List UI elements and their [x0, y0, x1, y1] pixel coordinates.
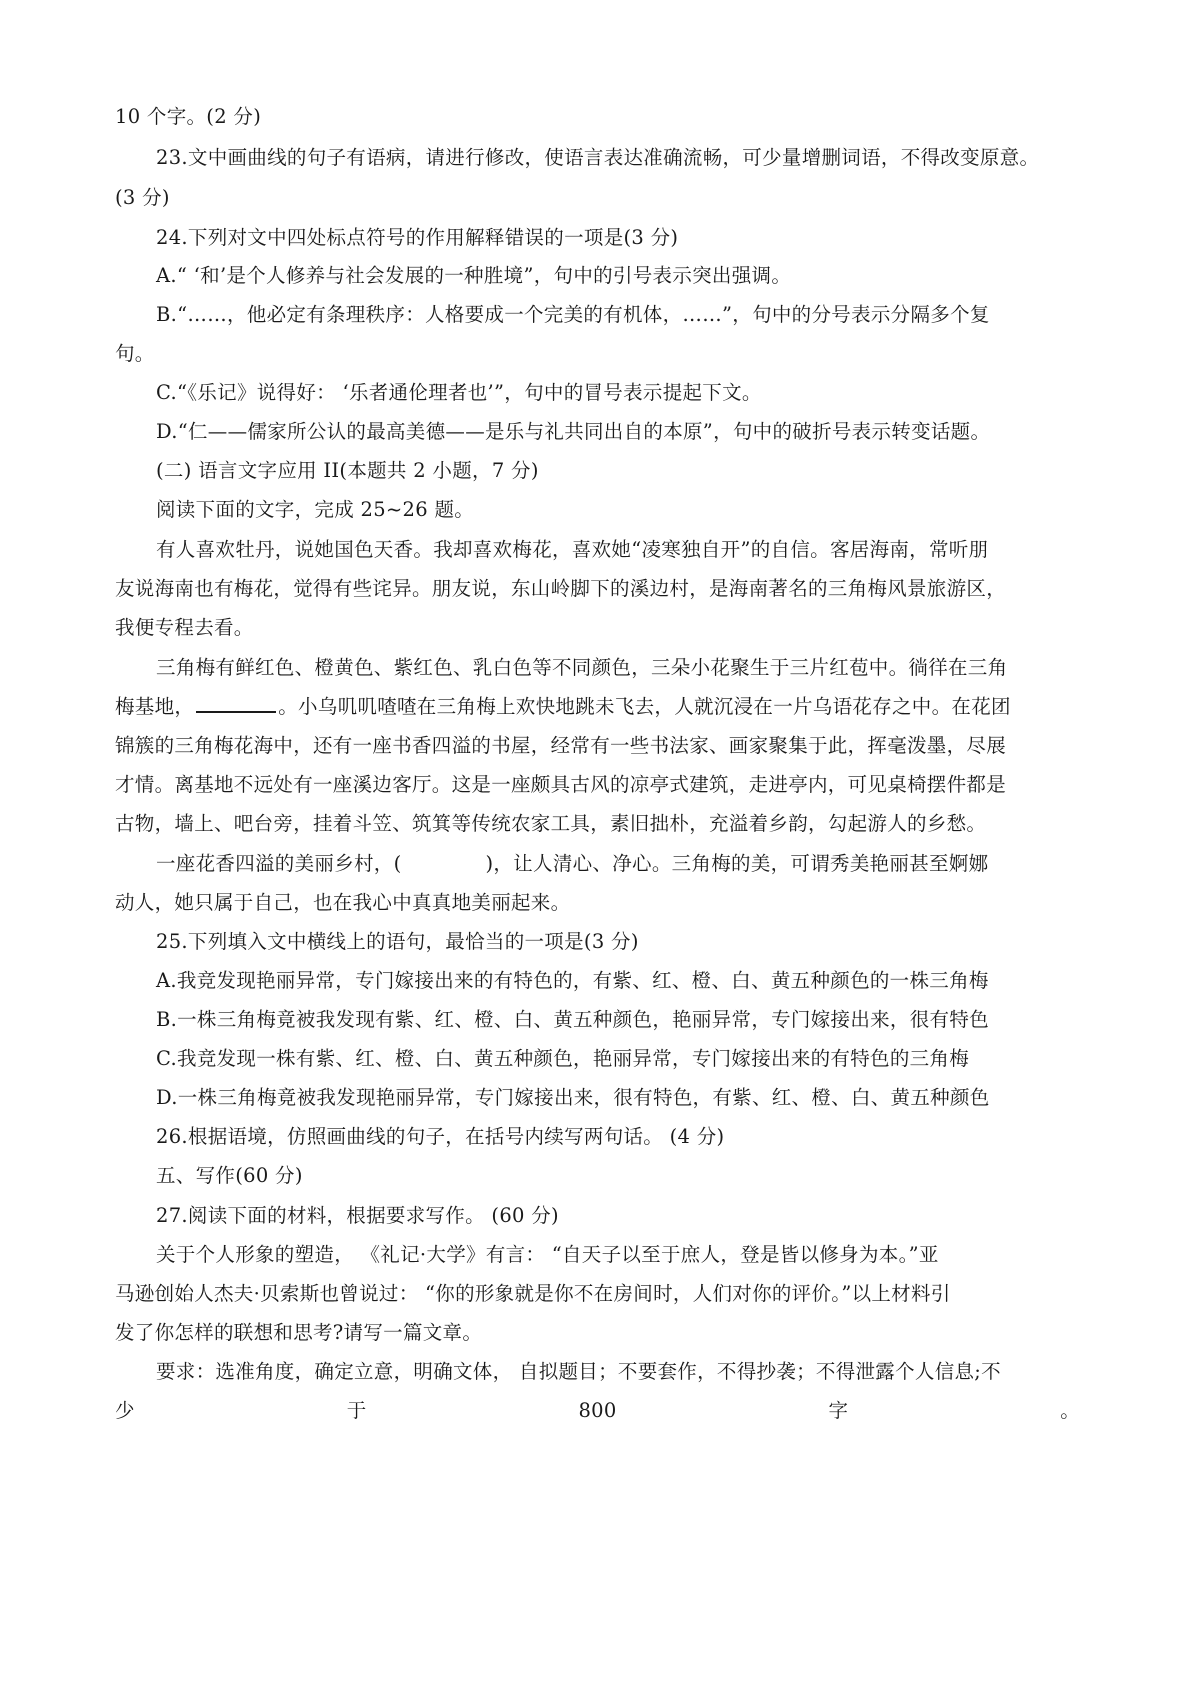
question-26: 26.根据语境，仿照画曲线的句子，在括号内续写两句话。 (4 分)	[156, 1125, 725, 1148]
passage-p1-line1: 有人喜欢牡丹，说她国色天香。我却喜欢梅花，喜欢她“凌寒独自开”的自信。客居海南，常听朋	[156, 538, 989, 561]
q24-option-b: B.“……，他必定有条理秩序：人格要成一个完美的有机体，……”，句中的分号表示分隔多个复	[156, 303, 990, 326]
requirements-line2	[115, 1397, 1090, 1425]
q25-option-a: A.我竞发现艳丽异常，专门嫁接出来的有特色的，有紫、红、橙、白、黄五种颜色的一株三角梅	[156, 969, 989, 992]
q24-option-d: D.“仁——儒家所公认的最高美德——是乐与礼共同出自的本原”，句中的破折号表示转变话题。	[156, 420, 991, 443]
material-line1: 关于个人形象的塑造， 《礼记·大学》有言： “自天子以至于庶人，登是皆以修身为本。”亚	[156, 1243, 939, 1266]
q25-option-c: C.我竞发现一株有紫、红、橙、白、黄五种颜色，艳丽异常，专门嫁接出来的有特色的三角梅	[156, 1047, 970, 1070]
passage-p2-line2-start: 梅基地，	[115, 695, 195, 718]
question-24: 24.下列对文中四处标点符号的作用解释错误的一项是(3 分)	[156, 226, 679, 249]
section-heading-language-2: (二) 语言文字应用 II(本题共 2 小题，7 分)	[156, 459, 539, 482]
material-line3: 发了你怎样的联想和思考?请写一篇文章。	[115, 1321, 483, 1344]
passage-p3-line1	[156, 850, 1090, 878]
question-25: 25.下列填入文中横线上的语句，最恰当的一项是(3 分)	[156, 930, 639, 953]
passage-p3-start: 一座花香四溢的美丽乡村，(	[156, 852, 402, 875]
passage-p2-line4: 才情。离基地不远处有一座溪边客厅。这是一座颇具古风的凉亭式建筑，走进亭内，可见桌椅摆件都是	[115, 773, 1007, 796]
req-word-1: 少	[115, 1399, 135, 1422]
req-word-2: 于	[346, 1399, 367, 1422]
req-word-3: 800	[578, 1399, 617, 1422]
passage-p3-end: )，让人清心、净心。三角梅的美，可谓秀美艳丽甚至婀娜	[485, 852, 989, 875]
passage-p1-line2: 友说海南也有梅花，觉得有些诧异。朋友说，东山岭脚下的溪边村，是海南著名的三角梅风景旅游区，	[115, 577, 1007, 600]
passage-p2-line5: 古物，墙上、吧台旁，挂着斗笠、筑箕等传统农家工具，素旧拙朴，充溢着乡韵，勾起游人的乡愁。	[115, 812, 987, 835]
passage-p2-line3: 锦簇的三角梅花海中，还有一座书香四溢的书屋，经常有一些书法家、画家聚集于此，挥毫泼墨，尽展	[115, 734, 1007, 757]
passage-p2-line1: 三角梅有鲜红色、橙黄色、紫红色、乳白色等不同颜色，三朵小花聚生于三片红苞中。徜徉在三角	[156, 656, 1008, 679]
section-heading-writing: 五、写作(60 分)	[156, 1164, 303, 1187]
line-q22-tail: 10 个字。(2 分)	[115, 105, 262, 128]
q24-option-a: A.“ ‘和’是个人修养与社会发展的一种胜境”，句中的引号表示突出强调。	[156, 264, 792, 287]
fill-in-blank	[196, 693, 276, 713]
passage-p3-line2: 动人，她只属于自己，也在我心中真真地美丽起来。	[115, 891, 571, 914]
passage-p1-line3: 我便专程去看。	[115, 616, 254, 639]
passage-p2-line2-end: 。小乌叽叽喳喳在三角梅上欢快地跳未飞去，人就沉浸在一片乌语花存之中。在花团	[278, 695, 1011, 718]
q25-option-d: D.一株三角梅竟被我发现艳丽异常，专门嫁接出来，很有特色，有紫、红、橙、白、黄五种颜色	[156, 1086, 990, 1109]
question-23-score: (3 分)	[115, 186, 170, 209]
q24-option-c: C.“《乐记》说得好： ‘乐者通伦理者也’”，句中的冒号表示提起下文。	[156, 381, 762, 404]
reading-instruction: 阅读下面的文字，完成 25~26 题。	[156, 498, 475, 521]
req-word-5: 。	[1060, 1399, 1080, 1422]
question-27: 27.阅读下面的材料，根据要求写作。 (60 分)	[156, 1204, 559, 1227]
q25-option-b: B.一株三角梅竟被我发现有紫、红、橙、白、黄五种颜色，艳丽异常，专门嫁接出来，很有特色	[156, 1008, 989, 1031]
q24-option-b-cont: 句。	[115, 342, 155, 365]
question-23: 23.文中画曲线的句子有语病，请进行修改，使语言表达准确流畅，可少量增删词语，不得改变原意。	[156, 146, 1040, 169]
passage-p2-line2	[115, 693, 1090, 721]
material-line2: 马逊创始人杰夫·贝索斯也曾说过： “你的形象就是你不在房间时，人们对你的评价。”以上材料引	[115, 1282, 951, 1305]
requirements-line1: 要求：选准角度，确定立意，明确文体， 自拟题目；不要套作，不得抄袭；不得泄露个人信息;不	[156, 1360, 1001, 1383]
req-word-4: 字	[828, 1399, 849, 1422]
